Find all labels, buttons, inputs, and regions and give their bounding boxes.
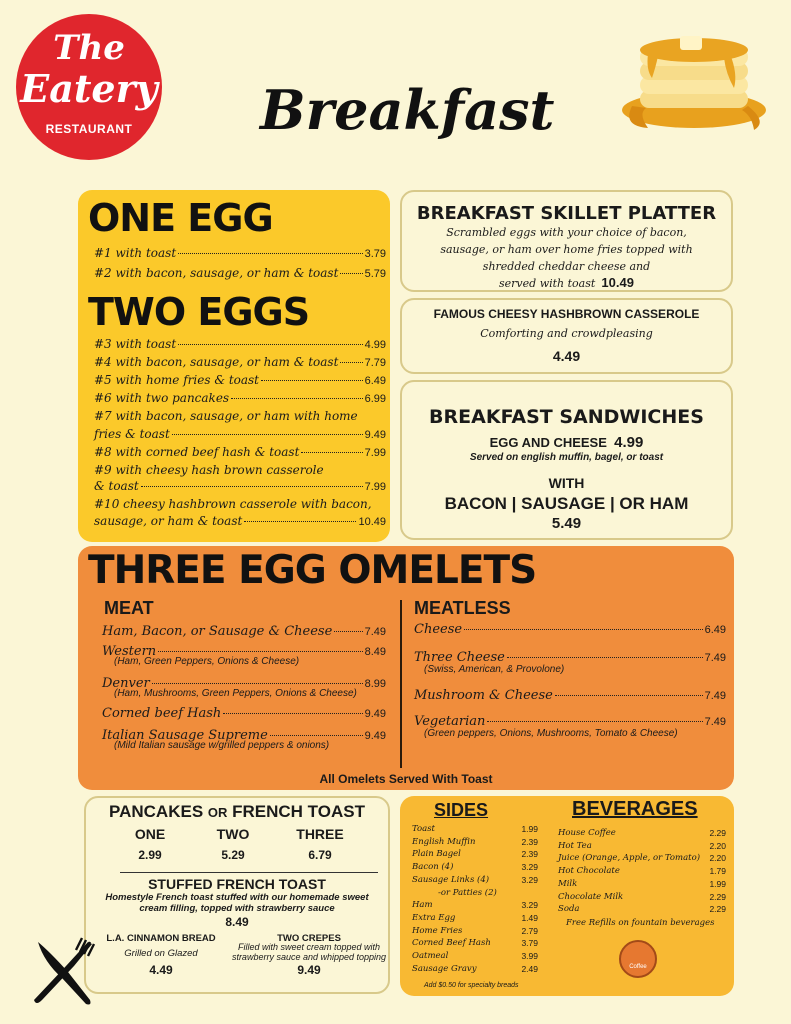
beverage-name: House Coffee (558, 828, 616, 838)
logo-line-2: Eatery (20, 66, 158, 111)
item-price: 8.49 (364, 646, 386, 658)
side-price: 2.49 (521, 963, 538, 974)
sides-heading: SIDES (434, 800, 489, 820)
beverage-name: Hot Tea (558, 840, 592, 851)
side-name: English Muffin (412, 836, 476, 847)
side-item (412, 913, 538, 923)
omelets-footer: All Omelets Served With Toast (319, 772, 493, 786)
crepes-heading: TWO CREPES (277, 933, 341, 944)
side-name: Sausage Gravy (412, 963, 477, 974)
side-item (412, 900, 538, 910)
sandwich-with: WITH (548, 475, 585, 491)
beverage-item (558, 866, 726, 876)
list-item (94, 373, 386, 387)
omelets-heading: THREE EGG OMELETS (88, 548, 537, 593)
beverage-price: 2.29 (709, 891, 726, 902)
list-item (414, 622, 726, 637)
item-price: 7.49 (704, 690, 726, 702)
list-item (414, 650, 726, 665)
beverage-price: 2.20 (709, 840, 726, 851)
beverage-name: Hot Chocolate (558, 866, 620, 877)
side-item (412, 837, 538, 847)
logo-line-3: RESTAURANT (45, 122, 133, 136)
casserole-desc: Comforting and crowdpleasing (480, 327, 653, 340)
column-divider (400, 600, 402, 768)
skillet-desc-4: served with toast (499, 277, 596, 290)
side-item (412, 964, 538, 974)
side-name: Ham (412, 900, 433, 911)
cinnamon-heading: L.A. CINNAMON BREAD (106, 933, 216, 944)
item-price: 7.49 (364, 626, 386, 638)
item-name: Three Cheese (414, 650, 505, 665)
egg-cheese-price: 4.99 (614, 434, 644, 451)
cinnamon-desc: Grilled on Glazed (124, 948, 198, 959)
beverages-heading: BEVERAGES (572, 798, 698, 820)
egg-cheese-row (400, 434, 733, 451)
side-price: 2.39 (521, 836, 538, 847)
item-price: 5.79 (364, 268, 386, 280)
item-name-cont: sausage, or ham & toast (94, 514, 243, 528)
pancakes-heading-a: PANCAKES (109, 802, 204, 821)
item-name-cont: fries & toast (94, 427, 170, 441)
side-name: Plain Bagel (412, 849, 461, 860)
item-price: 3.79 (364, 248, 386, 260)
side-price: 2.79 (521, 925, 538, 936)
size-two-label: TWO (216, 826, 250, 842)
item-price: 7.49 (704, 652, 726, 664)
item-name: Western (102, 644, 157, 659)
item-description: (Swiss, American, & Provolone) (424, 664, 565, 675)
crepes-desc-2: strawberry sauce and whipped topping (231, 952, 387, 962)
side-name: Toast (412, 824, 435, 834)
item-price: 6.49 (364, 375, 386, 387)
side-name: Home Fries (412, 925, 463, 936)
side-name: Oatmeal (412, 951, 449, 961)
item-price: 9.49 (364, 730, 386, 742)
beverage-item (558, 853, 726, 863)
page-title: Breakfast (260, 78, 555, 142)
pancakes-heading-or: OR (207, 805, 228, 820)
side-price: 1.49 (521, 912, 538, 923)
side-price: 3.29 (521, 874, 538, 885)
item-price: 7.79 (364, 357, 386, 369)
skillet-desc-1: Scrambled eggs with your choice of bacon, (446, 226, 687, 239)
side-name: Sausage Links (4) (412, 874, 490, 885)
fork-knife-icon (30, 936, 100, 1008)
skillet-desc-4-row (400, 275, 733, 290)
beverage-price: 1.79 (709, 866, 726, 877)
stuffed-heading: STUFFED FRENCH TOAST (148, 876, 326, 892)
list-item (94, 479, 386, 493)
side-item (412, 862, 538, 872)
side-name: -or Patties (2) (438, 887, 497, 898)
list-item (94, 463, 386, 477)
stuffed-desc-1: Homestyle French toast stuffed with our homemade sweet (105, 892, 369, 903)
beverage-item (558, 879, 726, 889)
item-name: #9 with cheesy hash brown casserole (94, 463, 324, 477)
sandwich-meats: BACON | SAUSAGE | OR HAM (444, 494, 689, 513)
item-price: 6.99 (364, 393, 386, 405)
item-name: Italian Sausage Supreme (102, 728, 268, 743)
logo-line-1: The (53, 28, 125, 68)
skillet-desc-3: shredded cheddar cheese and (482, 260, 651, 273)
side-price: 3.79 (521, 938, 538, 949)
sandwich-served-on: Served on english muffin, bagel, or toast (469, 452, 664, 463)
item-description: (Ham, Green Peppers, Onions & Cheese) (114, 656, 300, 667)
size-one-price: 2.99 (138, 848, 162, 862)
side-item (412, 951, 538, 961)
meatless-heading: MEATLESS (414, 598, 511, 618)
list-item (414, 714, 726, 729)
size-two-price: 5.29 (221, 848, 245, 862)
crepes-desc-1: Filled with sweet cream topped with (237, 942, 381, 952)
side-price: 3.29 (521, 862, 538, 873)
item-name: Mushroom & Cheese (414, 688, 553, 703)
beverage-item (558, 904, 726, 914)
casserole-heading: FAMOUS CHEESY HASHBROWN CASSEROLE (433, 307, 700, 321)
side-price: 1.99 (521, 824, 538, 834)
coffee-cup-label: Coffee (629, 964, 647, 970)
item-name: #8 with corned beef hash & toast (94, 445, 300, 459)
list-item (94, 445, 386, 459)
item-name: #5 with home fries & toast (94, 373, 259, 387)
beverage-item (558, 828, 726, 838)
side-item (412, 888, 538, 898)
side-name: Extra Egg (412, 912, 456, 923)
side-item (412, 875, 538, 885)
item-name: #1 with toast (94, 246, 177, 260)
beverage-item (558, 841, 726, 851)
beverage-item (558, 892, 726, 902)
list-item (94, 266, 386, 280)
item-name: Corned beef Hash (102, 706, 222, 721)
item-price: 8.99 (364, 678, 386, 690)
beverage-price: 2.29 (709, 828, 726, 838)
sandwiches-heading: BREAKFAST SANDWICHES (429, 406, 704, 428)
side-item (412, 824, 538, 834)
beverage-price: 2.29 (709, 904, 726, 915)
pancake-stack-icon (618, 18, 768, 136)
item-name-cont: & toast (94, 479, 139, 493)
item-name: Denver (102, 676, 150, 691)
item-price: 7.99 (364, 481, 386, 493)
item-price: 9.49 (364, 429, 386, 441)
coffee-cup (619, 940, 657, 978)
item-name: #10 cheesy hashbrown casserole with bacon, (94, 497, 372, 511)
side-price: 2.39 (521, 849, 538, 860)
item-name: #2 with bacon, sausage, or ham & toast (94, 266, 339, 280)
item-description: (Ham, Mushrooms, Green Peppers, Onions & Cheese) (114, 688, 357, 699)
side-name: Bacon (4) (412, 862, 454, 873)
beverage-price: 2.20 (709, 853, 726, 864)
cinnamon-price: 4.49 (149, 963, 173, 977)
item-price: 6.49 (704, 624, 726, 636)
side-name: Corned Beef Hash (412, 938, 491, 949)
list-item (94, 337, 386, 351)
list-item (102, 624, 386, 639)
size-three-price: 6.79 (308, 848, 332, 862)
item-description: (Green peppers, Onions, Mushrooms, Tomato & Cheese) (424, 728, 678, 739)
item-name: #7 with bacon, sausage, or ham with home (94, 409, 358, 423)
item-name: #4 with bacon, sausage, or ham & toast (94, 355, 339, 369)
list-item (94, 409, 386, 423)
item-name: Vegetarian (414, 714, 486, 729)
item-name: #6 with two pancakes (94, 391, 230, 405)
divider (120, 872, 378, 873)
pancakes-heading-b: FRENCH TOAST (232, 802, 365, 821)
item-name: #3 with toast (94, 337, 177, 351)
sandwich-meat-price: 5.49 (551, 515, 582, 532)
side-item (412, 926, 538, 936)
stuffed-desc-2: cream filling, topped with strawberry sauce (139, 903, 335, 914)
crepes-price: 9.49 (297, 963, 321, 977)
two-eggs-heading: TWO EGGS (88, 290, 310, 334)
casserole-price: 4.49 (552, 348, 581, 364)
list-item (102, 706, 386, 721)
item-price: 9.49 (364, 708, 386, 720)
side-item (412, 938, 538, 948)
meat-heading: MEAT (104, 598, 154, 618)
side-price: 3.99 (521, 951, 538, 961)
restaurant-logo (16, 14, 162, 160)
list-item (94, 514, 386, 528)
list-item (94, 246, 386, 260)
list-item (94, 391, 386, 405)
side-price: 3.29 (521, 900, 538, 911)
item-name: Cheese (414, 622, 463, 637)
pancakes-heading (84, 802, 390, 822)
item-description: (Mild Italian sausage w/grilled peppers & onions) (114, 740, 330, 751)
beverage-price: 1.99 (709, 878, 726, 889)
item-price: 10.49 (358, 516, 386, 528)
size-three-label: THREE (296, 826, 344, 842)
skillet-heading: BREAKFAST SKILLET PLATTER (416, 203, 717, 224)
beverage-name: Juice (Orange, Apple, or Tomato) (558, 853, 701, 864)
beverage-name: Milk (558, 878, 578, 889)
beverage-name: Chocolate Milk (558, 891, 624, 902)
size-one-label: ONE (134, 826, 166, 842)
stuffed-price: 8.49 (225, 915, 249, 929)
side-item (412, 849, 538, 859)
item-name: Ham, Bacon, or Sausage & Cheese (102, 624, 333, 639)
list-item (94, 427, 386, 441)
beverage-name: Soda (558, 904, 580, 915)
item-price: 4.99 (364, 339, 386, 351)
list-item (94, 497, 386, 511)
list-item (94, 355, 386, 369)
item-price: 7.99 (364, 447, 386, 459)
sides-note: Add $0.50 for specialty breads (424, 982, 519, 989)
skillet-desc-2: sausage, or ham over home fries topped with (440, 243, 693, 256)
item-price: 7.49 (704, 716, 726, 728)
beverages-note: Free Refills on fountain beverages (566, 918, 715, 928)
skillet-price: 10.49 (601, 275, 634, 290)
egg-cheese-label: EGG AND CHEESE (489, 435, 607, 450)
one-egg-heading: ONE EGG (88, 196, 273, 240)
list-item (414, 688, 726, 703)
